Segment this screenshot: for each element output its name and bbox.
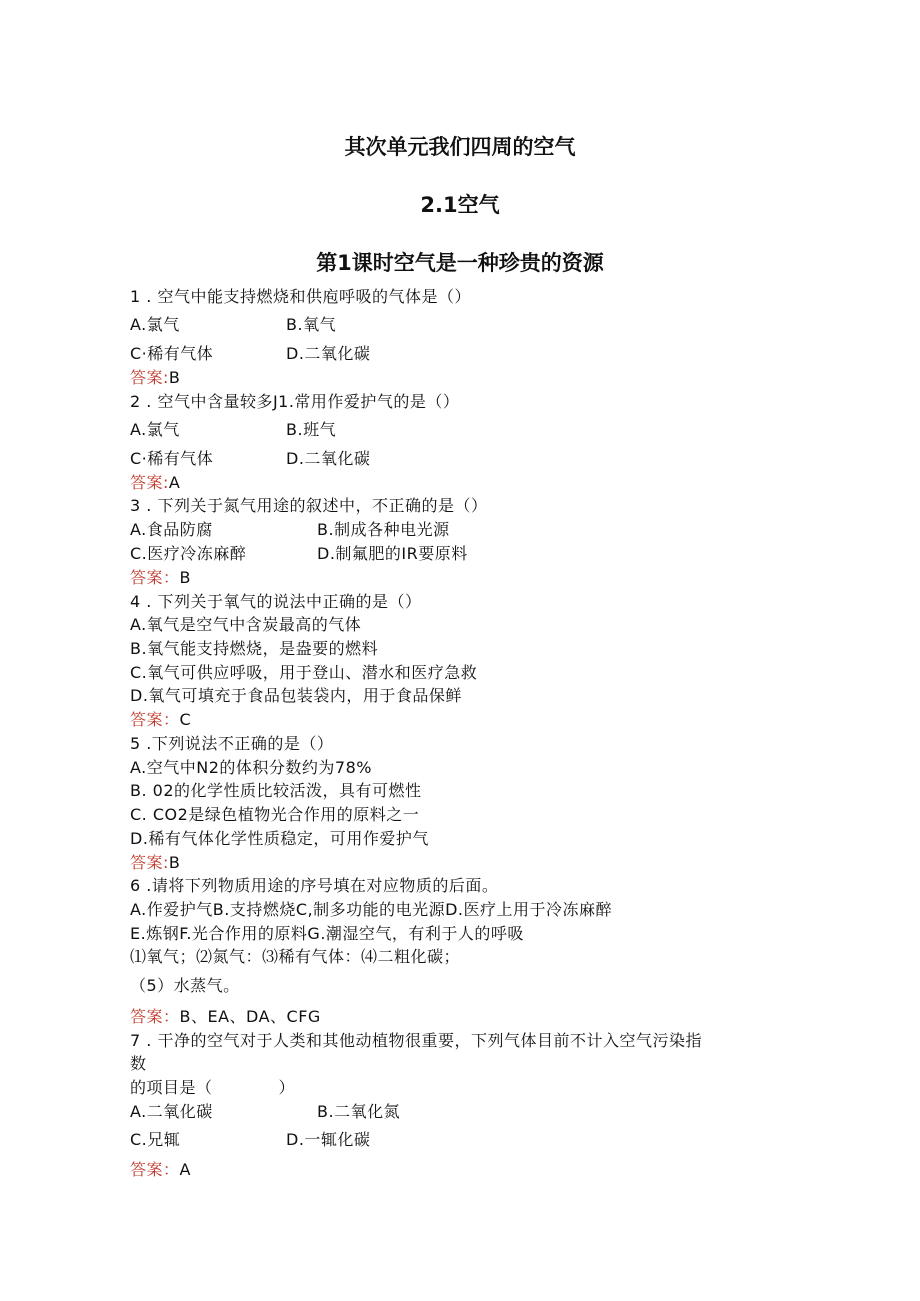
answer-value: B xyxy=(168,368,181,387)
answer-value: B xyxy=(168,853,181,872)
answer-value: A xyxy=(179,1160,191,1179)
option-b: B.氧气 xyxy=(286,315,337,334)
question-4-option-d: D.氧气可填充于食品包装袋内，用于食品保鲜 xyxy=(130,686,462,705)
question-7-stem-line-1: 7 . 干净的空气对于人类和其他动植物很重要，下列气体目前不计入空气污染指 xyxy=(130,1031,702,1050)
question-7-stem-line-2: 数 xyxy=(130,1054,147,1073)
question-4-answer xyxy=(130,710,191,730)
answer-value: B xyxy=(179,568,191,587)
answer-value: A xyxy=(168,473,181,492)
unit-title: 其次单元我们四周的空气 xyxy=(344,135,576,159)
question-7-stem-line-3: 的项目是（ ） xyxy=(130,1078,296,1097)
answer-label: 答案： xyxy=(130,568,180,587)
answer-label: 答案: xyxy=(130,473,169,492)
answer-label: 答案: xyxy=(130,853,169,872)
question-2-answer xyxy=(130,473,180,493)
option-d: D.二氧化碳 xyxy=(286,344,371,363)
lesson-title: 第1课时空气是一种珍贵的资源 xyxy=(316,251,604,275)
option-b: B.二氧化氮 xyxy=(317,1102,401,1121)
option-d: D.一辄化碳 xyxy=(286,1130,371,1149)
option-b: B.制成各种电光源 xyxy=(317,520,450,539)
answer-label: 答案： xyxy=(130,1160,180,1179)
question-7-answer xyxy=(130,1160,191,1180)
question-6-substances-line-1: ⑴氧气；⑵氮气：⑶稀有气体：⑷二粗化碳； xyxy=(130,947,461,966)
question-6-answer xyxy=(130,1007,321,1027)
option-a: A.氯气 xyxy=(130,420,180,439)
answer-label: 答案： xyxy=(130,710,180,729)
option-c: C.兄辄 xyxy=(130,1130,181,1149)
option-c: C.医疗冷冻麻醉 xyxy=(130,544,247,563)
question-6-uses-line-1: A.作爱护气B.支持燃烧C,制多功能的电光源D.医疗上用于冷冻麻醉 xyxy=(130,900,612,919)
option-a: A.氯气 xyxy=(130,315,180,334)
question-5-answer xyxy=(130,853,180,873)
question-6-substances-line-2: （5）水蒸气。 xyxy=(130,976,240,995)
option-c: C·稀有气体 xyxy=(130,344,214,363)
question-4-option-a: A.氧气是空气中含炭最高的气体 xyxy=(130,615,362,634)
option-a: A.食品防腐 xyxy=(130,520,213,539)
question-1-stem: 1 . 空气中能支持燃烧和供庖呼吸的气体是（） xyxy=(130,287,471,306)
question-4-option-c: C.氧气可供应呼吸，用于登山、潜水和医疗急救 xyxy=(130,663,478,682)
answer-label: 答案： xyxy=(130,1007,180,1026)
section-title: 2.1空气 xyxy=(420,193,500,217)
answer-value: C xyxy=(179,710,192,729)
answer-label: 答案: xyxy=(130,368,169,387)
option-b: B.班气 xyxy=(286,420,337,439)
question-3-stem: 3 . 下列关于氮气用途的叙述中，不正确的是（） xyxy=(130,496,488,515)
answer-value: B、EA、DA、CFG xyxy=(179,1007,321,1026)
question-4-stem: 4 . 下列关于氧气的说法中正确的是（） xyxy=(130,592,422,611)
question-5-stem: 5 .下列说法不正确的是（） xyxy=(130,734,334,753)
question-4-option-b: B.氧气能支持燃烧，是盎要的燃料 xyxy=(130,639,379,658)
question-2-stem: 2 . 空气中含量较多J1.常用作爱护气的是（） xyxy=(130,392,460,411)
question-3-answer xyxy=(130,568,191,588)
question-5-option-d: D.稀有气体化学性质稳定，可用作爱护气 xyxy=(130,829,429,848)
option-c: C·稀有气体 xyxy=(130,449,214,468)
question-5-option-c: C. CO2是绿色植物光合作用的原料之一 xyxy=(130,805,420,824)
question-5-option-a: A.空气中N2的体积分数约为78% xyxy=(130,758,372,777)
question-1-answer xyxy=(130,368,180,388)
option-d: D.二氧化碳 xyxy=(286,449,371,468)
option-d: D.制氟肥的IR要原料 xyxy=(317,544,468,563)
question-6-stem: 6 .请将下列物质用途的序号填在对应物质的后面。 xyxy=(130,876,499,895)
question-6-uses-line-2: E.炼钢F.光合作用的原料G.潮湿空气，有利于人的呼吸 xyxy=(130,924,524,943)
question-5-option-b: B. 02的化学性质比较活泼，具有可燃性 xyxy=(130,781,422,800)
option-a: A.二氧化碳 xyxy=(130,1102,213,1121)
